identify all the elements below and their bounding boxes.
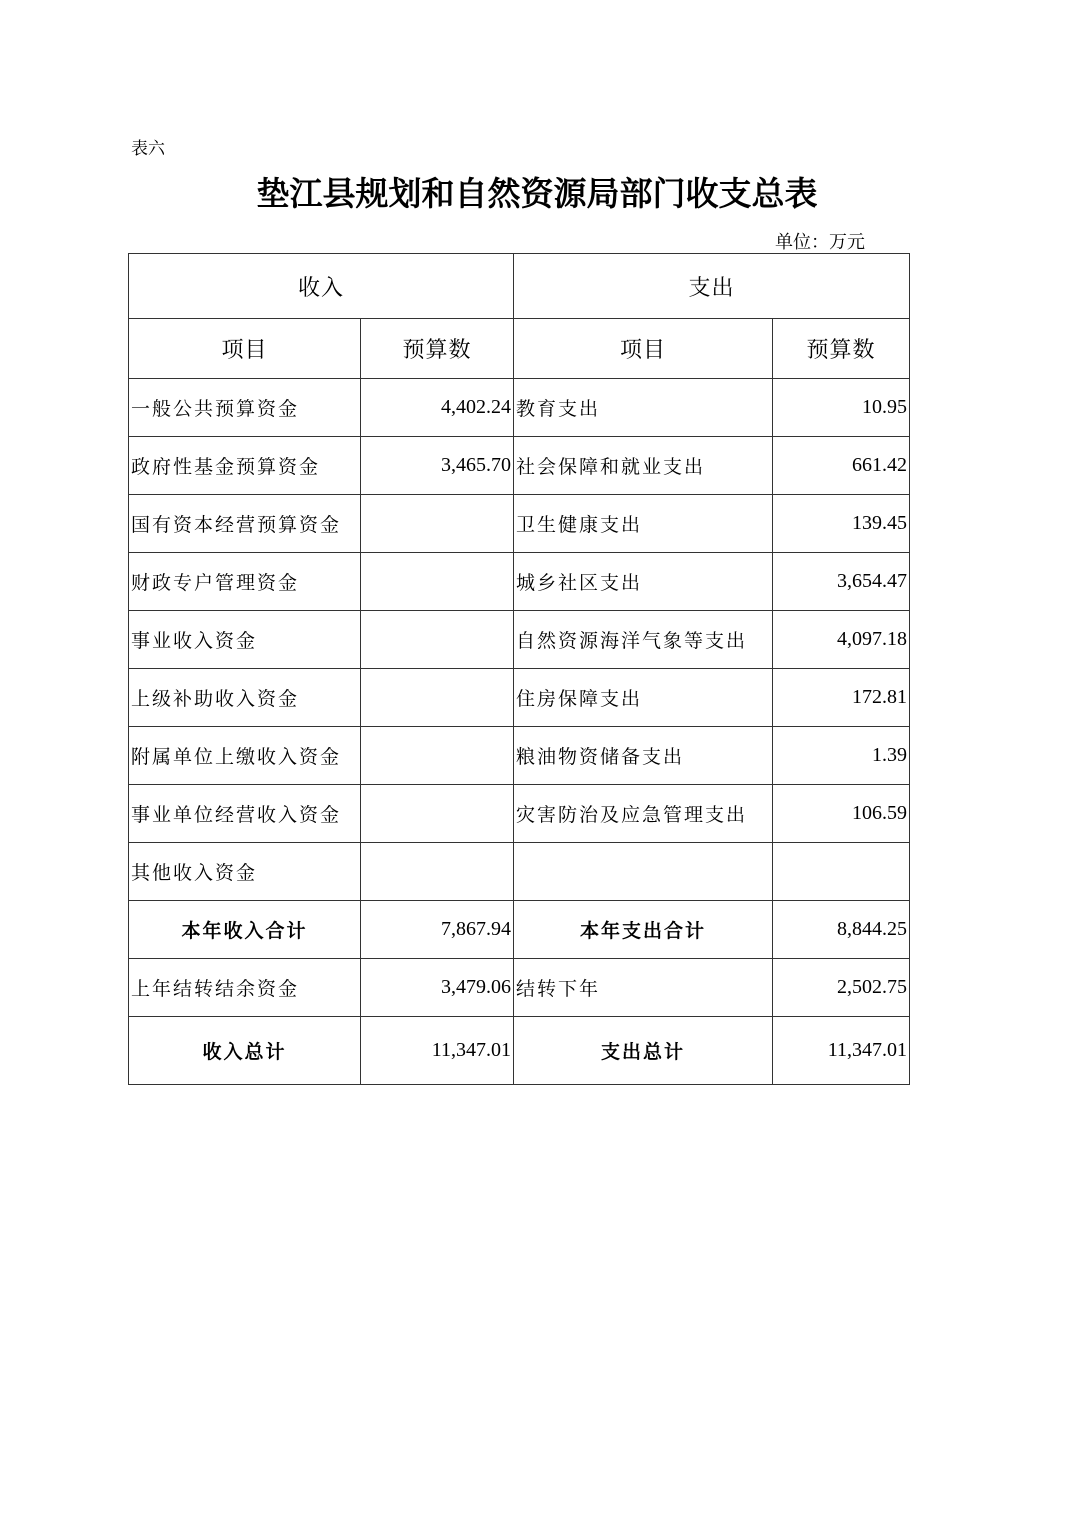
column-header-row: [129, 319, 910, 379]
prior-year-carry-value: 3,479.06: [361, 959, 514, 1017]
table-row: [129, 437, 910, 495]
expense-value: 106.59: [773, 785, 910, 843]
table-number-label: 表六: [131, 139, 165, 159]
expense-value: 4,097.18: [773, 611, 910, 669]
expense-grand-total-value: 11,347.01: [773, 1017, 910, 1085]
income-item: 政府性基金预算资金: [129, 437, 361, 495]
expense-grand-total-label: 支出总计: [514, 1017, 773, 1085]
year-income-total-value: 7,867.94: [361, 901, 514, 959]
table-row: [129, 379, 910, 437]
income-value: 3,465.70: [361, 437, 514, 495]
income-value: [361, 669, 514, 727]
income-item: 国有资本经营预算资金: [129, 495, 361, 553]
year-expense-total-value: 8,844.25: [773, 901, 910, 959]
expense-budget-column-header: 预算数: [773, 319, 910, 379]
section-header-row: [129, 254, 910, 319]
expense-value: 1.39: [773, 727, 910, 785]
page-title: 垫江县规划和自然资源局部门收支总表: [256, 174, 818, 213]
expense-value: 139.45: [773, 495, 910, 553]
income-grand-total-label: 收入总计: [129, 1017, 361, 1085]
year-expense-total-label: 本年支出合计: [514, 901, 773, 959]
income-value: [361, 785, 514, 843]
income-item: 一般公共预算资金: [129, 379, 361, 437]
income-item-column-header: 项目: [129, 319, 361, 379]
table-row: [129, 553, 910, 611]
expense-item: 自然资源海洋气象等支出: [514, 611, 773, 669]
year-income-total-label: 本年收入合计: [129, 901, 361, 959]
income-item: 财政专户管理资金: [129, 553, 361, 611]
grand-total-row: [129, 1017, 910, 1085]
carry-over-row: [129, 959, 910, 1017]
table-row: [129, 495, 910, 553]
income-budget-column-header: 预算数: [361, 319, 514, 379]
income-value: [361, 727, 514, 785]
income-item: 上级补助收入资金: [129, 669, 361, 727]
income-value: 4,402.24: [361, 379, 514, 437]
income-grand-total-value: 11,347.01: [361, 1017, 514, 1085]
income-item: 其他收入资金: [129, 843, 361, 901]
expense-value: 661.42: [773, 437, 910, 495]
expense-item-column-header: 项目: [514, 319, 773, 379]
income-value: [361, 611, 514, 669]
expense-item: 住房保障支出: [514, 669, 773, 727]
expense-item: 社会保障和就业支出: [514, 437, 773, 495]
expense-item: 城乡社区支出: [514, 553, 773, 611]
expense-value: [773, 843, 910, 901]
table-row: [129, 843, 910, 901]
table-row: [129, 785, 910, 843]
expense-value: 3,654.47: [773, 553, 910, 611]
expense-value: 172.81: [773, 669, 910, 727]
expense-item: 灾害防治及应急管理支出: [514, 785, 773, 843]
year-total-row: [129, 901, 910, 959]
income-item: 事业单位经营收入资金: [129, 785, 361, 843]
expense-item: 卫生健康支出: [514, 495, 773, 553]
expense-item: [514, 843, 773, 901]
income-value: [361, 843, 514, 901]
expense-item: 教育支出: [514, 379, 773, 437]
income-value: [361, 495, 514, 553]
budget-summary-table: [128, 253, 910, 1085]
table-row: [129, 669, 910, 727]
carry-to-next-year-label: 结转下年: [514, 959, 773, 1017]
expense-item: 粮油物资储备支出: [514, 727, 773, 785]
income-item: 事业收入资金: [129, 611, 361, 669]
prior-year-carry-label: 上年结转结余资金: [129, 959, 361, 1017]
unit-label: 单位：万元: [775, 232, 865, 253]
income-value: [361, 553, 514, 611]
income-item: 附属单位上缴收入资金: [129, 727, 361, 785]
income-section-header: 收入: [129, 254, 514, 319]
table-row: [129, 611, 910, 669]
expense-value: 10.95: [773, 379, 910, 437]
table-row: [129, 727, 910, 785]
carry-to-next-year-value: 2,502.75: [773, 959, 910, 1017]
expense-section-header: 支出: [514, 254, 910, 319]
